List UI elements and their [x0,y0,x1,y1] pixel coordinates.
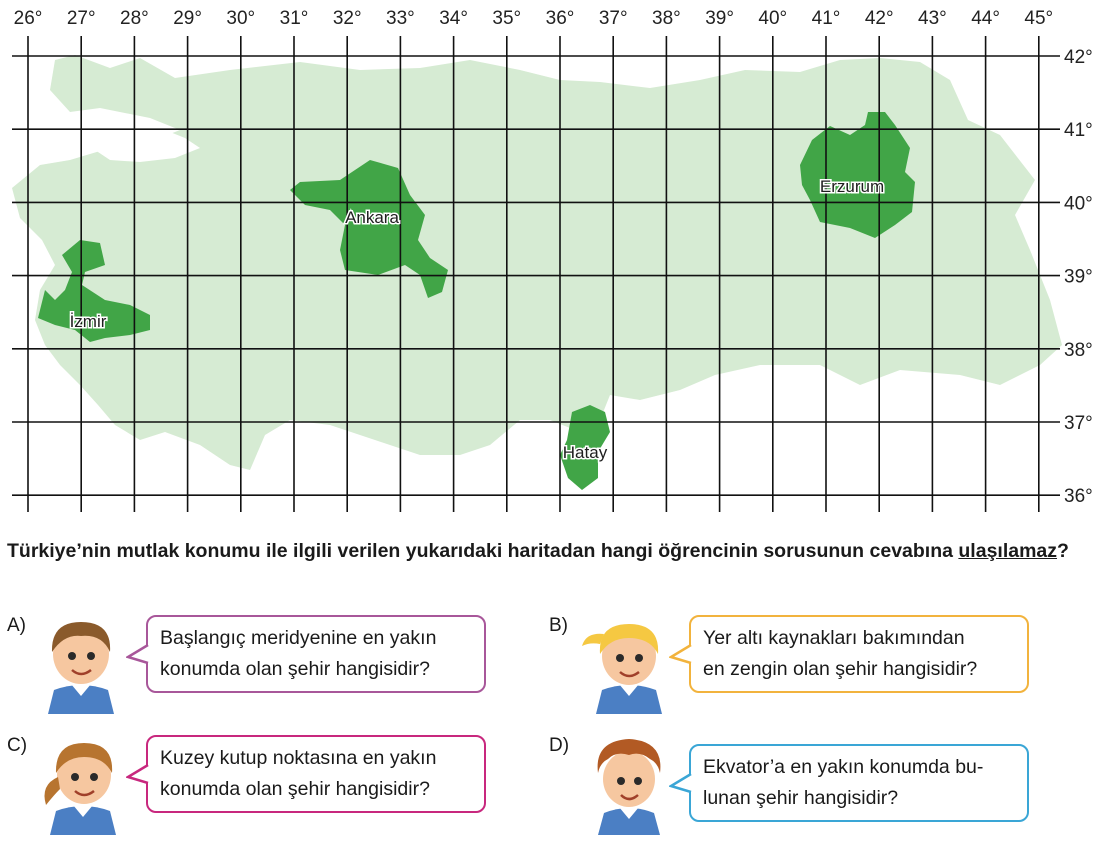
option-d-letter: D) [549,735,570,756]
latitude-label: 38° [1064,339,1093,361]
option-d-line1: Ekvator’a en yakın konumda bu- [703,756,984,778]
latitude-label: 37° [1064,413,1093,434]
option-a-line1: Başlangıç meridyenine en yakın [160,627,437,649]
longitude-label: 28° [120,8,149,29]
longitude-label: 29° [173,8,202,29]
longitude-label: 34° [439,8,468,29]
option-a-letter: A) [7,615,26,636]
option-d-bubble-tail [669,772,693,796]
boy-character-icon [36,612,126,714]
option-c-line1: Kuzey kutup noktasına en yakın [160,747,437,769]
latitude-label: 39° [1064,266,1093,288]
option-b-letter: B) [549,615,568,636]
city-label-hatay: Hatay [562,443,608,462]
longitude-label: 38° [652,8,681,29]
longitude-label: 45° [1024,8,1054,29]
option-b-line1: Yer altı kaynakları bakımından [703,627,965,649]
longitude-label: 36° [545,8,575,29]
option-c-bubble-tail [126,763,150,787]
latitude-label: 36° [1064,486,1093,508]
longitude-label: 41° [811,8,841,29]
girl-character-icon [580,612,676,714]
latitude-labels [1064,47,1093,507]
city-label-ankara: Ankara [345,208,399,227]
question-text [7,536,1103,567]
latitude-label: 40° [1064,193,1093,215]
option-a-bubble-tail [126,643,150,667]
question-underlined-word: ulaşılamaz [958,540,1058,562]
longitude-label: 27° [66,8,96,29]
option-a-bubble[interactable] [146,615,486,693]
longitude-label: 43° [918,8,947,29]
longitude-label: 37° [598,8,628,29]
longitude-labels [14,8,1054,29]
longitude-label: 40° [758,8,788,29]
option-d-line2: lunan şehir hangisidir? [703,787,899,809]
option-b-bubble-tail [669,643,693,667]
longitude-label: 26° [13,8,43,29]
option-b-bubble[interactable] [689,615,1029,693]
question-main: Türkiye’nin mutlak konumu ile ilgili verilen yukarıdaki haritadan hangi öğrencinin sorusunun cevabına [7,540,959,562]
latitude-label: 42° [1064,47,1093,68]
longitude-label: 33° [386,8,415,29]
turkey-landmass [12,55,1062,470]
longitude-label: 44° [971,8,1000,29]
option-c-bubble[interactable] [146,735,486,813]
option-c-line2: konumda olan şehir hangisidir? [160,778,430,800]
question-end: ? [1057,540,1069,562]
option-b-line2: en zengin olan şehir hangisidir? [703,658,978,680]
longitude-label: 30° [226,8,256,29]
longitude-label: 39° [705,8,734,29]
longitude-label: 42° [864,8,894,29]
option-c-letter: C) [7,735,28,756]
longitude-label: 31° [279,8,309,29]
longitude-label: 32° [332,8,362,29]
curly-hair-boy-icon [584,733,674,835]
option-d-bubble[interactable] [689,744,1029,822]
latitude-label: 41° [1064,120,1093,142]
longitude-label: 35° [492,8,522,29]
option-a-line2: konumda olan şehir hangisidir? [160,658,430,680]
city-label-izmir: İzmir [69,312,107,331]
girl-with-ponytail-icon [36,733,126,835]
city-label-erzurum: Erzurum [819,177,885,196]
